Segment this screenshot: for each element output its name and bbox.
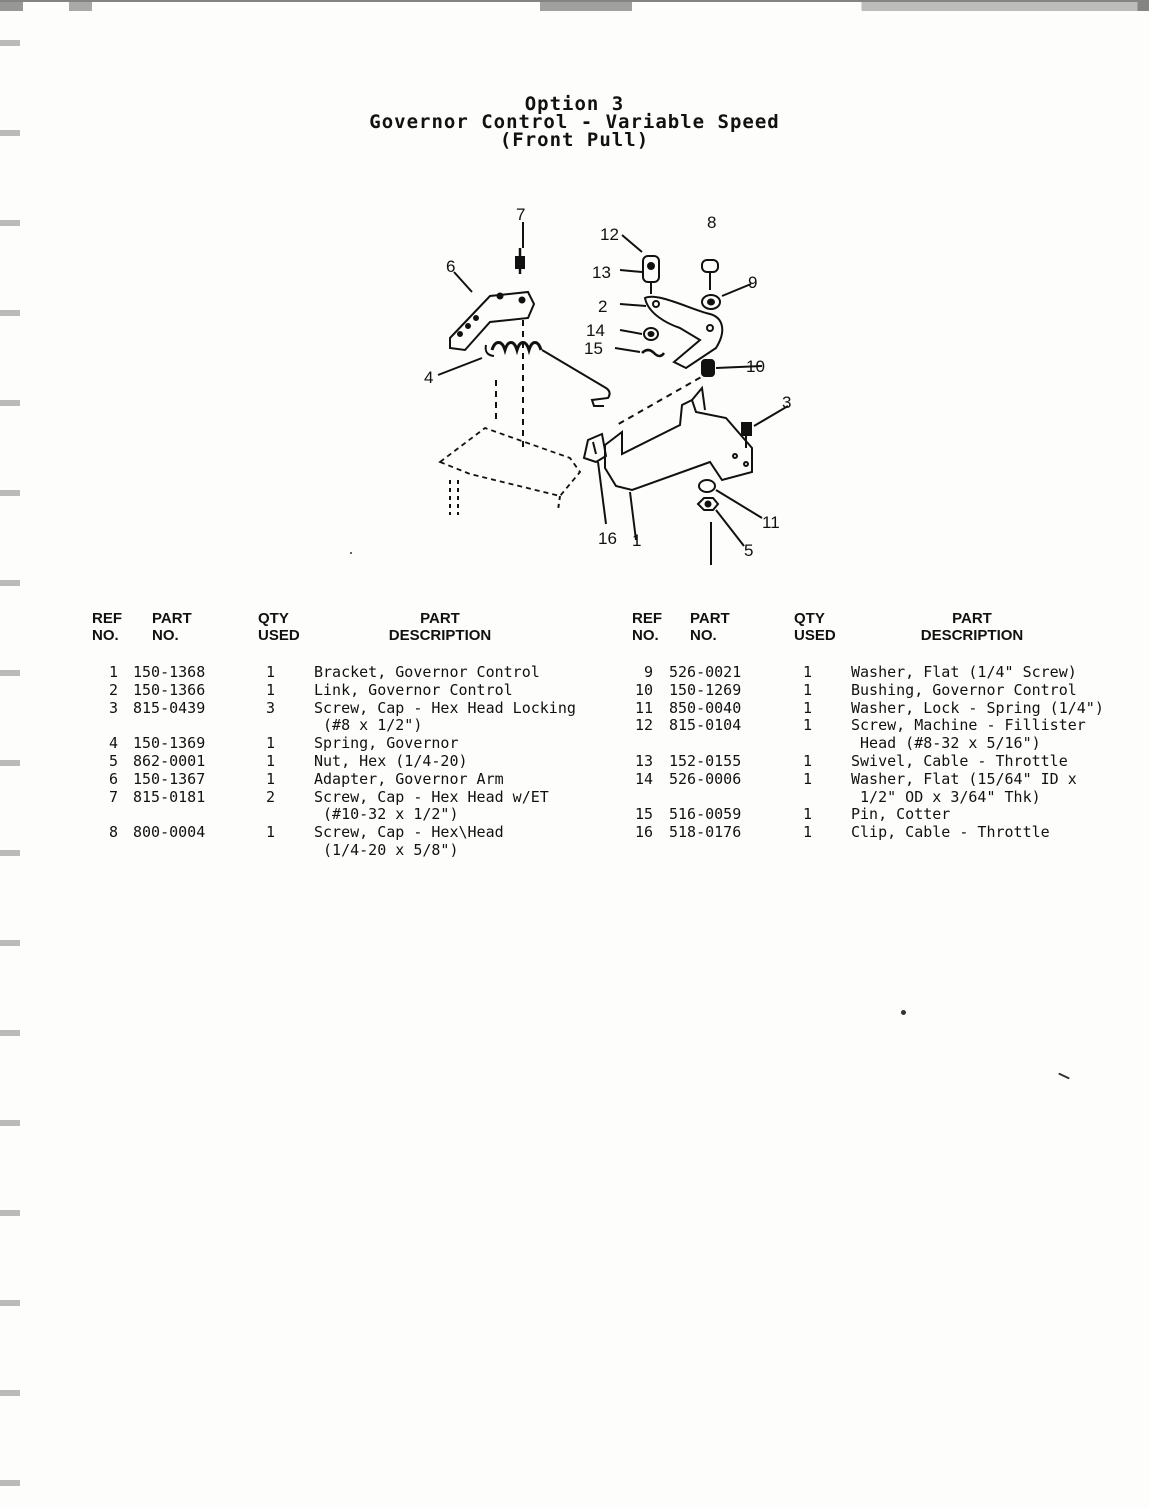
header-part-no-line1: PART <box>152 610 192 627</box>
header-qty-line1: QTY <box>258 610 289 627</box>
header-part-no-line2-right: NO. <box>690 627 717 644</box>
header-part-no-line1-right: PART <box>690 610 730 627</box>
callout-7: 7 <box>516 205 526 224</box>
right-qty-column: 1 1 1 1 1 1 1 1 <box>803 663 813 842</box>
exploded-parts-diagram <box>410 200 810 570</box>
diagram-callouts <box>424 205 791 560</box>
right-description-column: Washer, Flat (1/4" Screw) Bushing, Governor Control Washer, Lock - Spring (1/4") Screw, Machine - Fillister Head (#8-32 x 5/16") Swivel, Cable - Throttle Washer, Flat (15/64" ID x 1/2" OD x 3/64" Thk) Pin, Cotter Clip, Cable - Throttle <box>851 663 1104 842</box>
header-desc-line2-right: DESCRIPTION <box>920 627 1024 644</box>
header-ref-line2: NO. <box>92 627 119 644</box>
header-ref-line2-right: NO. <box>632 627 659 644</box>
callout-9: 9 <box>748 273 758 292</box>
header-desc-line1: PART <box>420 610 460 627</box>
page-title: Governor Control - Variable Speed <box>369 111 780 133</box>
left-description-column: Bracket, Governor Control Link, Governor Control Screw, Cap - Hex Head Locking (#8 x 1/2") Spring, Governor Nut, Hex (1/4-20) Adapter, Governor Arm Screw, Cap - Hex Head w/ET (#10-32 x 1/2") Screw, Cap - Hex\Head (1/4-20 x 5/8") <box>314 663 576 859</box>
callout-3: 3 <box>782 393 792 412</box>
scan-speck <box>350 552 352 554</box>
callout-10: 10 <box>746 357 765 376</box>
header-qty-line1-right: QTY <box>794 610 825 627</box>
callout-4: 4 <box>424 368 434 387</box>
scan-speck <box>901 1010 906 1015</box>
header-qty-line2-right: USED <box>794 627 836 644</box>
scan-left-edge <box>0 0 20 1508</box>
header-desc-line2: DESCRIPTION <box>388 627 492 644</box>
left-part-number-column: 150-1368 150-1366 815-0439 150-1369 862-0001 150-1367 815-0181 800-0004 <box>133 663 206 842</box>
header-ref-line1: REF <box>92 610 122 627</box>
callout-13: 13 <box>592 263 611 282</box>
callout-2: 2 <box>598 297 608 316</box>
option-title: Option 3 <box>524 93 625 115</box>
callout-5: 5 <box>744 541 754 560</box>
callout-1: 1 <box>632 531 642 550</box>
header-desc-line1-right: PART <box>952 610 992 627</box>
callout-16: 16 <box>598 529 617 548</box>
callout-11: 11 <box>762 513 780 532</box>
callout-6: 6 <box>446 257 456 276</box>
header-qty-line2: USED <box>258 627 300 644</box>
scan-top-edge <box>0 0 1149 11</box>
header-part-no-line2: NO. <box>152 627 179 644</box>
callout-12: 12 <box>600 225 619 244</box>
right-part-number-column: 526-0021 150-1269 850-0040 815-0104 152-0155 526-0006 516-0059 518-0176 <box>669 663 742 842</box>
callout-8: 8 <box>707 213 717 232</box>
header-ref-line1-right: REF <box>632 610 662 627</box>
left-ref-column: 1 2 3 4 5 6 7 8 <box>108 663 118 842</box>
right-ref-column: 9 10 11 12 13 14 15 16 <box>634 663 653 842</box>
callout-14: 14 <box>586 321 605 340</box>
callout-15: 15 <box>584 339 603 358</box>
left-qty-column: 1 1 3 1 1 1 2 1 <box>266 663 276 842</box>
scan-speck <box>1058 1073 1070 1080</box>
part-bracket-governor-control <box>605 400 752 490</box>
page-subtitle: (Front Pull) <box>499 129 650 151</box>
